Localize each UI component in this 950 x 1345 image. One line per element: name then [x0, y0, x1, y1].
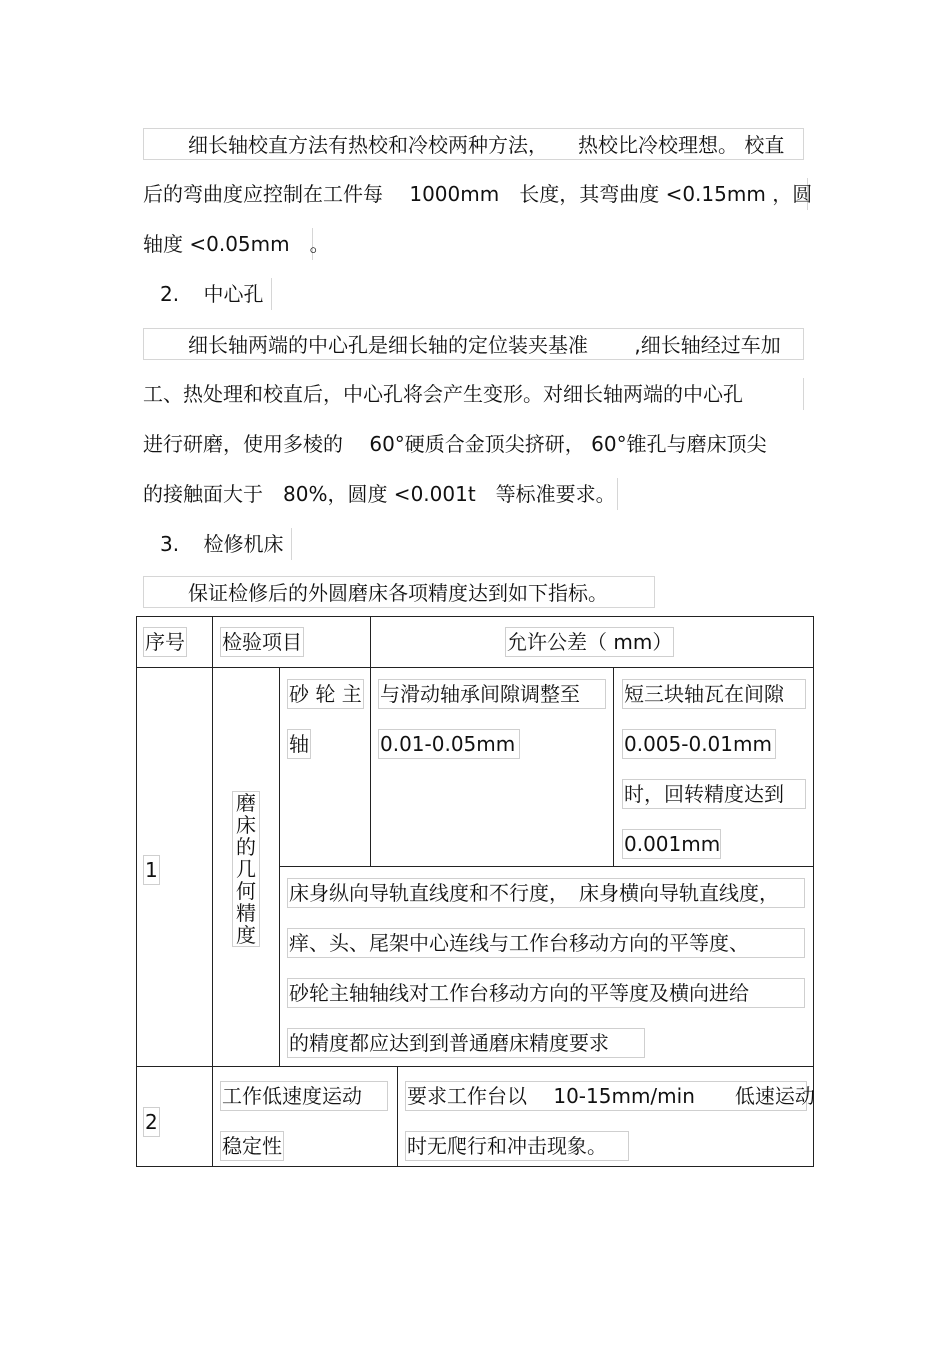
paragraph-3-line-1: 保证检修后的外圆磨床各项精度达到如下指标。: [143, 576, 655, 608]
row-1-req-a-line-2: 0.01-0.05mm: [378, 729, 520, 759]
row-1-item: 磨床的几何精度: [232, 791, 260, 947]
paragraph-2-line-2: 工、热处理和校直后，中心孔将会产生变形。对细长轴两端的中心孔: [143, 378, 804, 410]
header-tolerance: 允许公差（ mm）: [505, 627, 674, 657]
row-1-number: 1: [143, 855, 160, 885]
vline-req-a: [370, 668, 371, 867]
section-3-title: 检修机床: [203, 532, 284, 556]
section-3-number: 3.: [160, 532, 180, 556]
row-2-item-line-1: 工作低速度运动: [220, 1081, 388, 1111]
row-1-subitem-line-2: 轴: [287, 729, 311, 759]
hline-row1: [137, 1066, 813, 1067]
vline-no: [212, 617, 213, 1166]
vline-item: [370, 617, 371, 668]
hline-spindle: [279, 866, 813, 867]
row-2-number: 2: [143, 1107, 160, 1137]
row-1-req-b-line-1: 短三块轴瓦在间隙: [622, 679, 806, 709]
header-serial-no: 序号: [143, 627, 187, 657]
vline-req-b: [613, 668, 614, 867]
row-1-req-b-line-4: 0.001mm: [622, 829, 721, 859]
row-2-item-line-2: 稳定性: [220, 1131, 284, 1161]
vline-subitem: [279, 668, 280, 1066]
section-2-number: 2.: [160, 282, 180, 306]
vline-row2: [397, 1066, 398, 1166]
paragraph-2-line-4: 的接触面大于 80%，圆度 <0.001t 等标准要求。: [143, 478, 618, 510]
row-1-req-a-line-1: 与滑动轴承间隙调整至: [378, 679, 606, 709]
row-1-bed-line-1: 床身纵向导轨直线度和不行度， 床身横向导轨直线度，: [287, 878, 805, 908]
paragraph-2-line-1: 细长轴两端的中心孔是细长轴的定位装夹基准 ,细长轴经过车加: [143, 328, 804, 360]
header-inspection-item: 检验项目: [220, 627, 304, 657]
hline-header: [137, 667, 813, 668]
row-2-req-line-2: 时无爬行和冲击现象。: [405, 1131, 629, 1161]
row-1-subitem-line-1: 砂 轮 主: [287, 679, 364, 709]
row-2-req-line-1: 要求工作台以 10-15mm/min 低速运动: [405, 1081, 807, 1111]
spec-table: [136, 616, 814, 1167]
row-1-bed-line-4: 的精度都应达到到普通磨床精度要求: [287, 1028, 645, 1058]
row-1-bed-line-3: 砂轮主轴轴线对工作台移动方向的平等度及横向进给: [287, 978, 805, 1008]
row-1-req-b-line-2: 0.005-0.01mm: [622, 729, 776, 759]
section-2-title: 中心孔: [203, 282, 264, 306]
paragraph-1-line-1: 细长轴校直方法有热校和冷校两种方法， 热校比冷校理想。 校直: [143, 128, 804, 160]
paragraph-1-line-3: 轴度 <0.05mm 。: [143, 228, 313, 260]
row-1-bed-line-2: 痒、头、尾架中心连线与工作台移动方向的平等度、: [287, 928, 805, 958]
paragraph-2-line-3: 进行研磨，使用多棱的 60°硬质合金顶尖挤研， 60°锥孔与磨床顶尖: [143, 432, 767, 456]
paragraph-1-line-2: 后的弯曲度应控制在工件每 1000mm 长度，其弯曲度 <0.15mm ，圆: [143, 178, 808, 210]
row-1-req-b-line-3: 时，回转精度达到: [622, 779, 806, 809]
section-3-heading: [160, 528, 292, 560]
section-2-heading: [160, 278, 272, 310]
